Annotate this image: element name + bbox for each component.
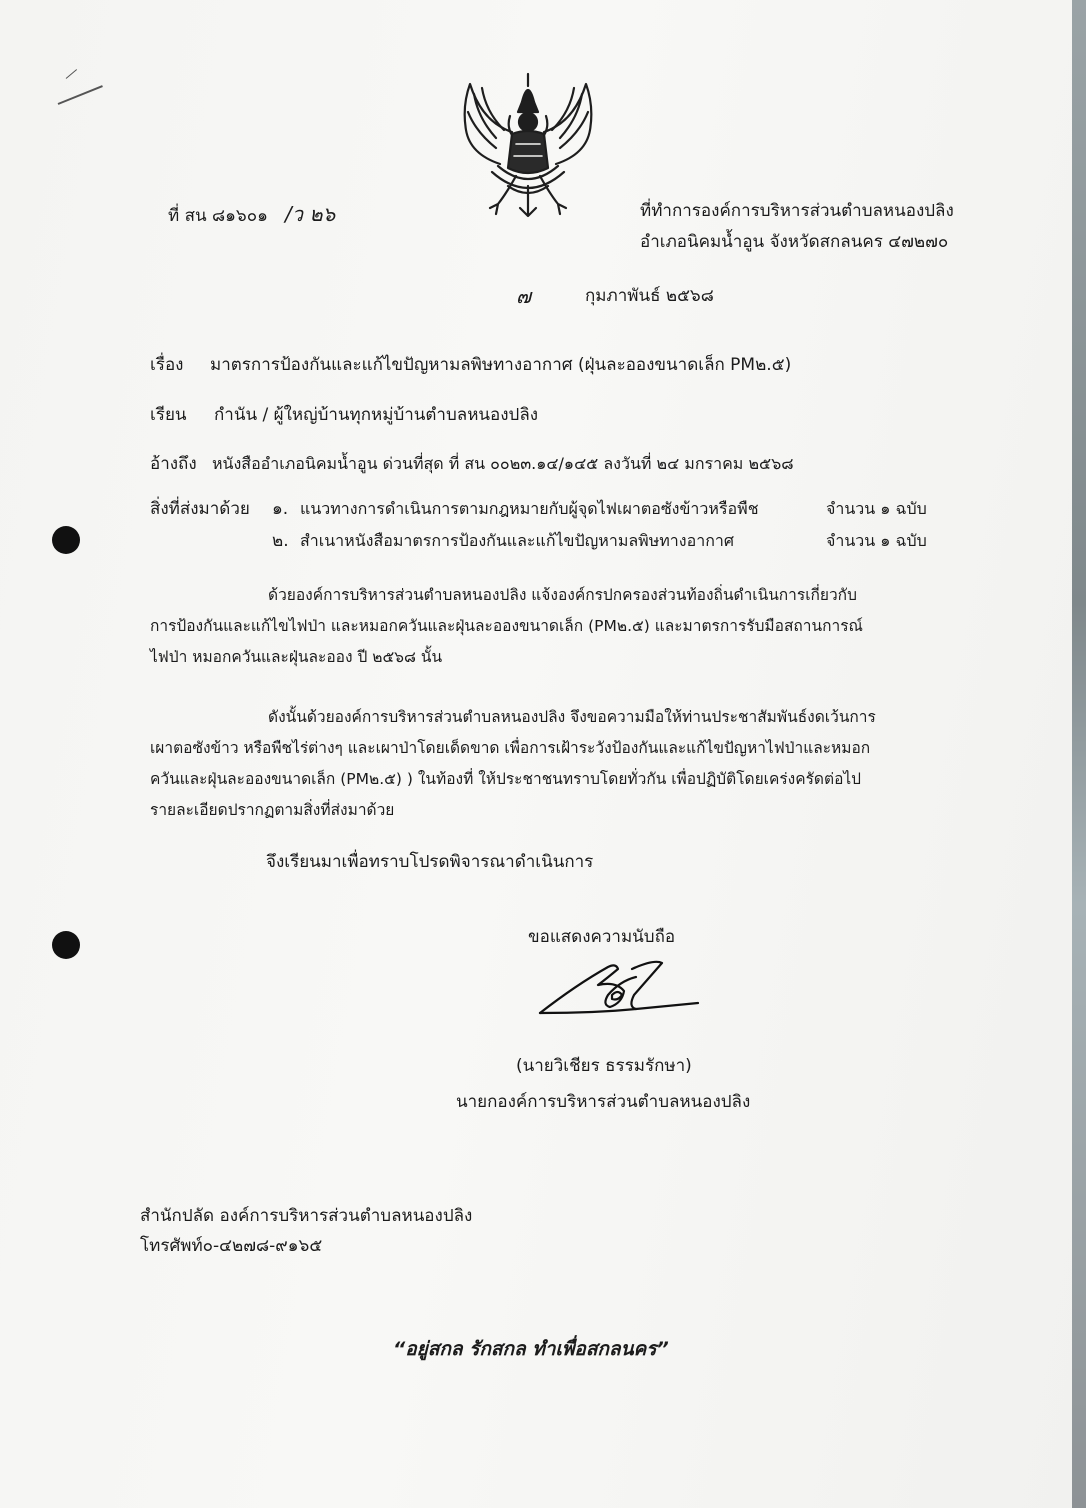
complimentary-close: ขอแสดงความนับถือ: [528, 927, 676, 947]
signer-name: (นายวิเชียร ธรรมรักษา): [516, 1056, 692, 1076]
garuda-emblem-icon: [452, 68, 604, 218]
enclosure-2-number: ๒.: [272, 531, 289, 551]
paragraph-2-line: ควันและฝุ่นละอองขนาดเล็ก (PM๒.๕) ) ในท้องที่ ให้ประชาชนทราบโดยทั่วกัน เพื่อปฏิบัติโดยเคร่งครัดต่อไป: [150, 770, 862, 788]
enclosure-1-quantity: จำนวน ๑ ฉบับ: [826, 499, 927, 518]
subject-label: เรื่อง: [150, 355, 184, 375]
enclosure-2-text: สำเนาหนังสือมาตรการป้องกันและแก้ไขปัญหามลพิษทางอากาศ: [300, 531, 735, 550]
body-paragraph-2: [150, 702, 876, 826]
office-phone: โทรศัพท์๐-๔๒๗๘-๙๑๖๕: [140, 1236, 323, 1256]
pencil-mark: [66, 69, 77, 79]
reference-number-handwritten: /ว ๒๖: [285, 202, 336, 226]
paragraph-1-line: การป้องกันและแก้ไขไฟป่า และหมอกควันและฝุ่นละอองขนาดเล็ก (PM๒.๕) และมาตรการรับมือสถานการณ์: [150, 617, 863, 635]
punch-hole: [52, 526, 80, 554]
to-text: กำนัน / ผู้ใหญ่บ้านทุกหมู่บ้านตำบลหนองปลิง: [214, 405, 539, 425]
paragraph-1-line: ด้วยองค์การบริหารส่วนตำบลหนองปลิง แจ้งองค์กรปกครองส่วนท้องถิ่นดำเนินการเกี่ยวกับ: [268, 586, 857, 604]
office-name: สำนักปลัด องค์การบริหารส่วนตำบลหนองปลิง: [140, 1206, 473, 1226]
enclosure-2-quantity: จำนวน ๑ ฉบับ: [826, 531, 927, 550]
signer-position: นายกองค์การบริหารส่วนตำบลหนองปลิง: [456, 1092, 751, 1112]
date-day-handwritten: ๗: [516, 284, 532, 308]
sender-address-line-1: ที่ทำการองค์การบริหารส่วนตำบลหนองปลิง: [640, 201, 954, 221]
reference-number: ที่ สน ๘๑๖๐๑: [168, 206, 268, 226]
body-paragraph-1: [150, 580, 863, 673]
enclosure-1-text: แนวทางการดำเนินการตามกฎหมายกับผู้จุดไฟเผาตอซังข้าวหรือพืช: [300, 499, 759, 518]
date-month-year: กุมภาพันธ์ ๒๕๖๘: [585, 286, 714, 306]
enclosure-1-number: ๑.: [272, 499, 289, 519]
closing-request: จึงเรียนมาเพื่อทราบโปรดพิจารณาดำเนินการ: [266, 852, 594, 872]
enclosures-label: สิ่งที่ส่งมาด้วย: [150, 499, 250, 519]
sender-address-line-2: อำเภอนิคมน้ำอูน จังหวัดสกลนคร ๔๗๒๗๐: [640, 232, 949, 252]
paragraph-2-line: เผาตอซังข้าว หรือพืชไร่ต่างๆ และเผาป่าโดยเด็ดขาด เพื่อการเฝ้าระวังป้องกันและแก้ไขปัญหาไฟป่าและหมอก: [150, 739, 871, 757]
paragraph-2-line: รายละเอียดปรากฏตามสิ่งที่ส่งมาด้วย: [150, 801, 395, 819]
to-label: เรียน: [150, 405, 187, 425]
pencil-mark: [58, 85, 103, 105]
paragraph-1-line: ไฟป่า หมอกควันและฝุ่นละออง ปี ๒๕๖๘ นั้น: [150, 648, 443, 666]
paragraph-2-line: ดังนั้นด้วยองค์การบริหารส่วนตำบลหนองปลิง จึงขอความมือให้ท่านประชาสัมพันธ์งดเว้นการ: [268, 708, 876, 726]
background-edge: [1072, 0, 1086, 1508]
reference-text: หนังสืออำเภอนิคมน้ำอูน ด่วนที่สุด ที่ สน ๐๐๒๓.๑๔/๑๔๕ ลงวันที่ ๒๔ มกราคม ๒๕๖๘: [212, 454, 794, 473]
subject-text: มาตรการป้องกันและแก้ไขปัญหามลพิษทางอากาศ (ฝุ่นละอองขนาดเล็ก PM๒.๕): [210, 355, 792, 375]
reference-label: อ้างถึง: [150, 454, 197, 474]
punch-hole: [52, 931, 80, 959]
signature: [536, 955, 706, 1021]
motto: “อยู่สกล รักสกล ทำเพื่อสกลนคร”: [393, 1338, 669, 1360]
